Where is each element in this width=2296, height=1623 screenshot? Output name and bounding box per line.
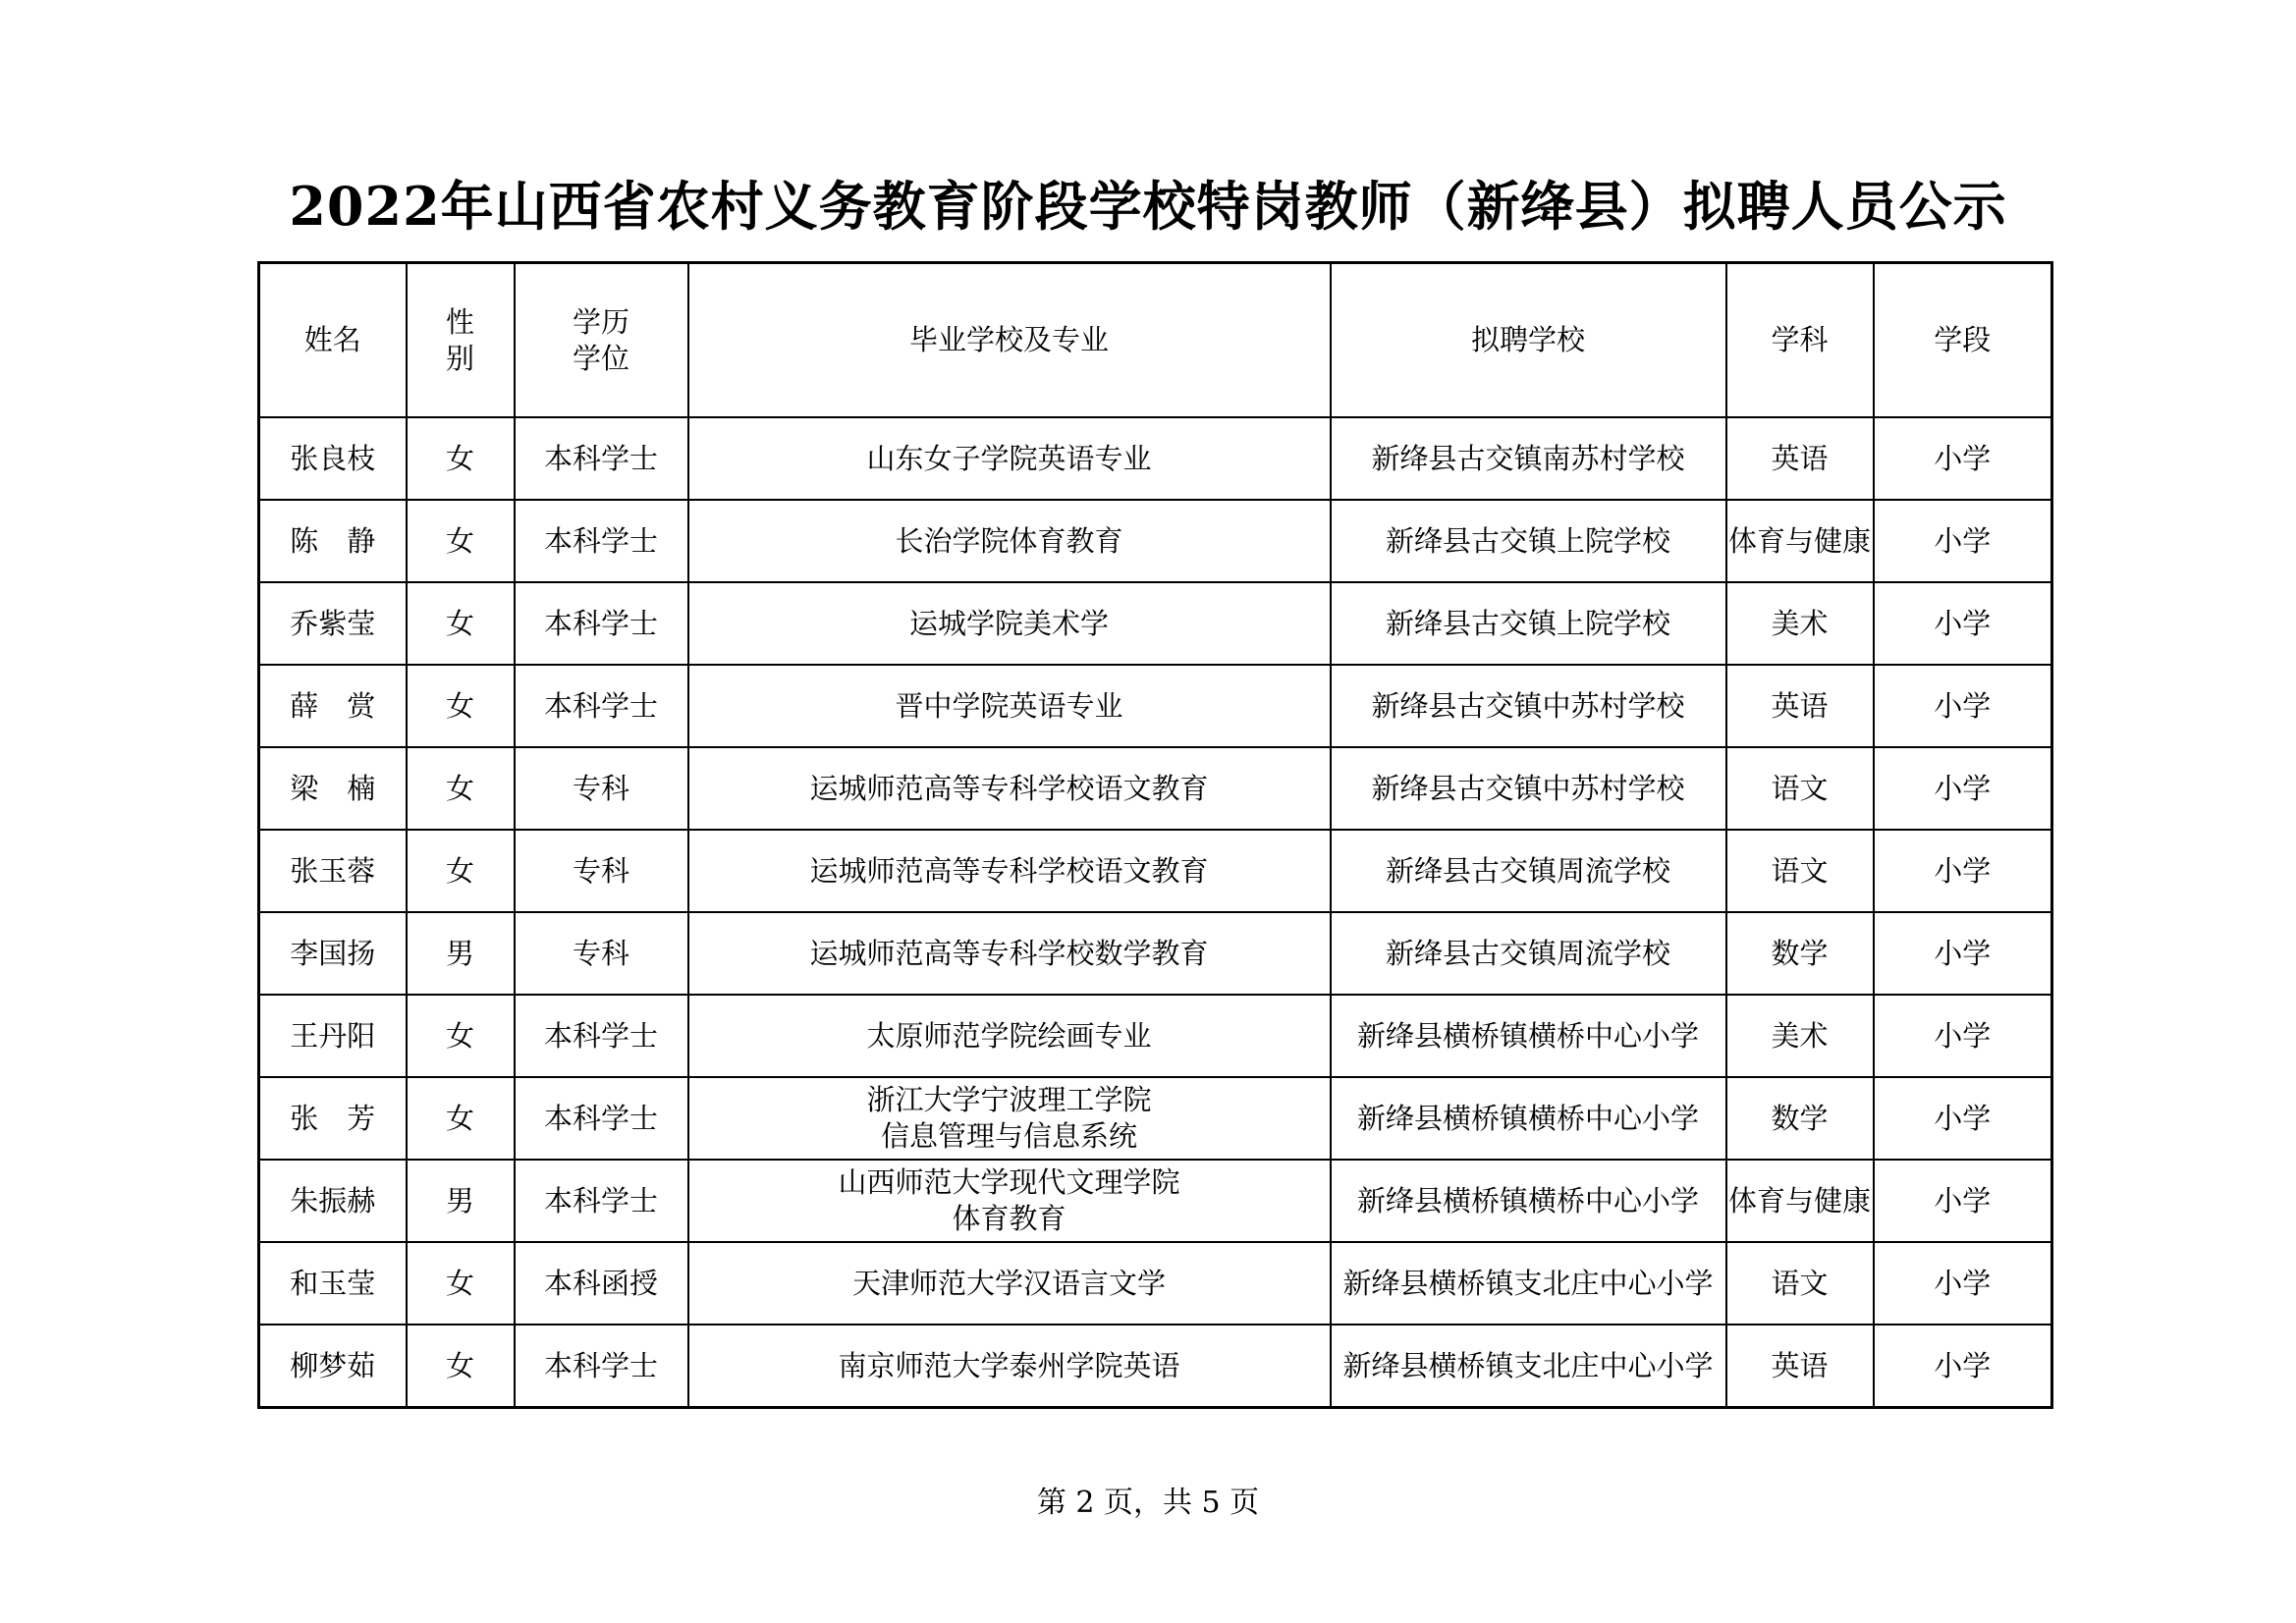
cell-hire-school: 新绛县横桥镇支北庄中心小学 — [1331, 1325, 1726, 1408]
cell-gender: 女 — [407, 1325, 515, 1408]
cell-name: 张 芳 — [259, 1077, 407, 1160]
school-major-line: 山东女子学院英语专业 — [866, 441, 1152, 475]
cell-name: 梁 楠 — [259, 747, 407, 830]
hiring-table — [257, 261, 2053, 1409]
cell-degree: 本科学士 — [515, 1077, 688, 1160]
school-major-line: 太原师范学院绘画专业 — [866, 1018, 1152, 1053]
cell-subject: 数学 — [1726, 1077, 1874, 1160]
cell-school-major — [688, 830, 1331, 912]
cell-school-major — [688, 912, 1331, 995]
school-major-line: 运城师范高等专科学校数学教育 — [809, 936, 1209, 970]
cell-stage: 小学 — [1874, 1242, 2052, 1325]
cell-name: 张良枝 — [259, 417, 407, 500]
header-gender: 性 别 — [407, 263, 515, 418]
page-title: 2022年山西省农村义务教育阶段学校特岗教师（新绛县）拟聘人员公示 — [289, 175, 2007, 238]
cell-stage: 小学 — [1874, 582, 2052, 665]
cell-gender: 女 — [407, 582, 515, 665]
school-major-line: 长治学院体育教育 — [895, 523, 1123, 558]
cell-degree: 本科学士 — [515, 1325, 688, 1408]
cell-gender: 女 — [407, 500, 515, 582]
cell-name: 陈 静 — [259, 500, 407, 582]
cell-school-major — [688, 665, 1331, 747]
table-row — [259, 582, 2052, 665]
table-row — [259, 912, 2052, 995]
cell-degree: 本科学士 — [515, 1160, 688, 1242]
cell-subject: 语文 — [1726, 1242, 1874, 1325]
cell-stage: 小学 — [1874, 747, 2052, 830]
header-hire-school: 拟聘学校 — [1331, 263, 1726, 418]
cell-school-major — [688, 582, 1331, 665]
table-row — [259, 417, 2052, 500]
cell-degree: 本科学士 — [515, 417, 688, 500]
cell-school-major — [688, 1242, 1331, 1325]
cell-stage: 小学 — [1874, 995, 2052, 1077]
cell-degree: 本科函授 — [515, 1242, 688, 1325]
cell-school-major — [688, 417, 1331, 500]
cell-stage: 小学 — [1874, 1160, 2052, 1242]
table-row — [259, 995, 2052, 1077]
cell-school-major — [688, 1325, 1331, 1408]
table-row — [259, 1077, 2052, 1160]
table-row — [259, 1160, 2052, 1242]
table-header-row — [259, 263, 2052, 418]
cell-hire-school: 新绛县横桥镇横桥中心小学 — [1331, 995, 1726, 1077]
cell-hire-school: 新绛县古交镇上院学校 — [1331, 500, 1726, 582]
cell-gender: 女 — [407, 747, 515, 830]
cell-subject: 体育与健康 — [1726, 500, 1874, 582]
header-name: 姓名 — [259, 263, 407, 418]
cell-hire-school: 新绛县横桥镇支北庄中心小学 — [1331, 1242, 1726, 1325]
header-school-major: 毕业学校及专业 — [688, 263, 1331, 418]
cell-degree: 专科 — [515, 830, 688, 912]
school-major-line: 运城学院美术学 — [908, 606, 1109, 640]
school-major-line: 天津师范大学汉语言文学 — [851, 1266, 1166, 1300]
cell-hire-school: 新绛县横桥镇横桥中心小学 — [1331, 1077, 1726, 1160]
cell-stage: 小学 — [1874, 912, 2052, 995]
cell-name: 朱振赫 — [259, 1160, 407, 1242]
cell-degree: 本科学士 — [515, 665, 688, 747]
header-stage: 学段 — [1874, 263, 2052, 418]
cell-subject: 体育与健康 — [1726, 1160, 1874, 1242]
cell-degree: 本科学士 — [515, 500, 688, 582]
cell-name: 薛 赏 — [259, 665, 407, 747]
header-subject: 学科 — [1726, 263, 1874, 418]
cell-gender: 女 — [407, 830, 515, 912]
cell-subject: 语文 — [1726, 830, 1874, 912]
table-row — [259, 1242, 2052, 1325]
cell-subject: 英语 — [1726, 1325, 1874, 1408]
cell-name: 乔紫莹 — [259, 582, 407, 665]
cell-subject: 英语 — [1726, 417, 1874, 500]
school-major-line: 山西师范大学现代文理学院 — [838, 1165, 1180, 1199]
cell-hire-school: 新绛县古交镇周流学校 — [1331, 912, 1726, 995]
cell-degree: 本科学士 — [515, 582, 688, 665]
table-row — [259, 1325, 2052, 1408]
school-major-line: 信息管理与信息系统 — [880, 1119, 1137, 1153]
cell-gender: 女 — [407, 995, 515, 1077]
table-row — [259, 665, 2052, 747]
cell-gender: 女 — [407, 1242, 515, 1325]
header-degree: 学历 学位 — [515, 263, 688, 418]
table-row — [259, 747, 2052, 830]
cell-name: 和玉莹 — [259, 1242, 407, 1325]
table-row — [259, 830, 2052, 912]
cell-gender: 女 — [407, 1077, 515, 1160]
cell-hire-school: 新绛县古交镇中苏村学校 — [1331, 747, 1726, 830]
cell-school-major — [688, 747, 1331, 830]
cell-school-major — [688, 1160, 1331, 1242]
cell-name: 张玉蓉 — [259, 830, 407, 912]
cell-hire-school: 新绛县古交镇周流学校 — [1331, 830, 1726, 912]
school-major-line: 浙江大学宁波理工学院 — [866, 1083, 1152, 1116]
cell-gender: 男 — [407, 1160, 515, 1242]
cell-subject: 美术 — [1726, 582, 1874, 665]
cell-name: 李国扬 — [259, 912, 407, 995]
cell-subject: 英语 — [1726, 665, 1874, 747]
cell-degree: 专科 — [515, 747, 688, 830]
page-number: 第 2 页，共 5 页 — [1036, 1486, 1260, 1520]
cell-subject: 数学 — [1726, 912, 1874, 995]
school-major-line: 体育教育 — [952, 1202, 1066, 1235]
cell-school-major — [688, 995, 1331, 1077]
cell-school-major — [688, 500, 1331, 582]
cell-gender: 女 — [407, 665, 515, 747]
cell-name: 王丹阳 — [259, 995, 407, 1077]
cell-stage: 小学 — [1874, 1077, 2052, 1160]
cell-name: 柳梦茹 — [259, 1325, 407, 1408]
cell-hire-school: 新绛县古交镇上院学校 — [1331, 582, 1726, 665]
school-major-line: 南京师范大学泰州学院英语 — [838, 1348, 1180, 1382]
cell-stage: 小学 — [1874, 417, 2052, 500]
cell-subject: 美术 — [1726, 995, 1874, 1077]
cell-stage: 小学 — [1874, 500, 2052, 582]
school-major-line: 晋中学院英语专业 — [895, 688, 1123, 723]
cell-stage: 小学 — [1874, 665, 2052, 747]
cell-gender: 男 — [407, 912, 515, 995]
school-major-line: 运城师范高等专科学校语文教育 — [809, 853, 1209, 888]
cell-degree: 本科学士 — [515, 995, 688, 1077]
cell-hire-school: 新绛县横桥镇横桥中心小学 — [1331, 1160, 1726, 1242]
table-row — [259, 500, 2052, 582]
cell-hire-school: 新绛县古交镇中苏村学校 — [1331, 665, 1726, 747]
cell-gender: 女 — [407, 417, 515, 500]
cell-school-major — [688, 1077, 1331, 1160]
cell-degree: 专科 — [515, 912, 688, 995]
cell-subject: 语文 — [1726, 747, 1874, 830]
cell-hire-school: 新绛县古交镇南苏村学校 — [1331, 417, 1726, 500]
cell-stage: 小学 — [1874, 830, 2052, 912]
school-major-line: 运城师范高等专科学校语文教育 — [809, 771, 1209, 805]
cell-stage: 小学 — [1874, 1325, 2052, 1408]
